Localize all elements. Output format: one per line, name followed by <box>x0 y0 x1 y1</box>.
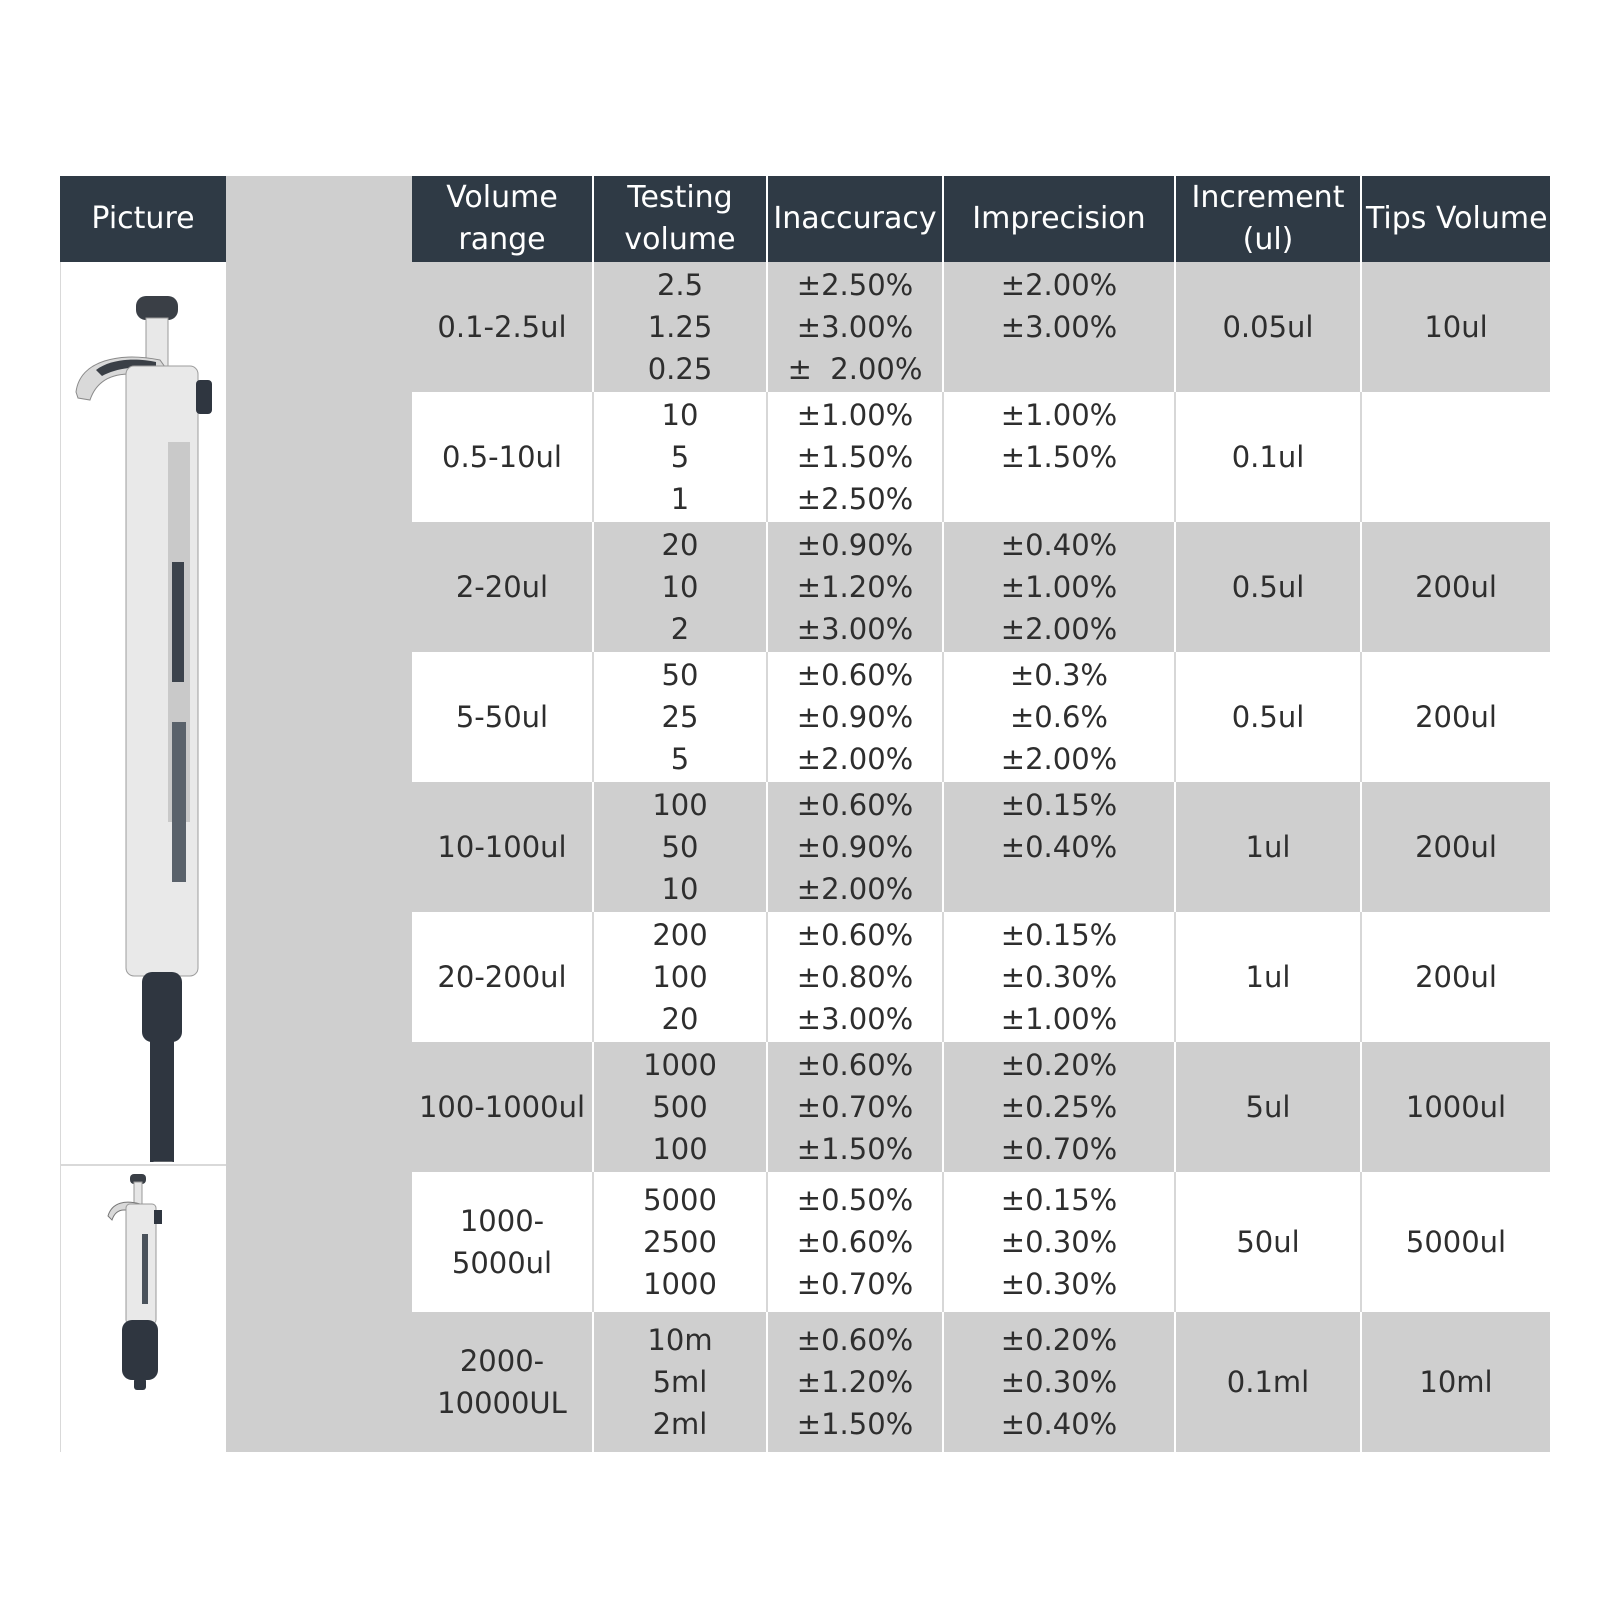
testing-cell <box>594 392 766 522</box>
imprecision-cell <box>944 262 1174 392</box>
table-row <box>412 522 1550 652</box>
inaccuracy-value: ±1.50% <box>796 1407 914 1441</box>
imprecision-value: ±0.25% <box>1000 1090 1118 1124</box>
tips-cell: 1000ul <box>1405 1090 1507 1124</box>
lower-shaft <box>142 972 182 1042</box>
spacer-column <box>226 176 412 1452</box>
volume-range-header: Volume range <box>412 176 592 262</box>
inaccuracy-value: ±1.20% <box>796 570 914 604</box>
imprecision-value: ±0.15% <box>1000 788 1118 822</box>
imprecision-value: ±3.00% <box>1000 310 1118 344</box>
inaccuracy-cell <box>768 652 942 782</box>
inaccuracy-value: ±1.50% <box>796 440 914 474</box>
testing-value: 50 <box>661 658 699 692</box>
inaccuracy-value: ±0.70% <box>796 1090 914 1124</box>
table-row <box>412 1172 1550 1312</box>
imprecision-value: ±0.3% <box>1010 658 1108 692</box>
testing-cell <box>594 782 766 912</box>
inaccuracy-cell <box>768 1172 942 1312</box>
testing-value: 10 <box>661 570 699 604</box>
imprecision-value: ±1.00% <box>1000 398 1118 432</box>
imprecision-value: ±0.20% <box>1000 1323 1118 1357</box>
imprecision-cell <box>944 392 1174 522</box>
inaccuracy-value: ±0.60% <box>796 1048 914 1082</box>
inaccuracy-value: ±3.00% <box>796 1002 914 1036</box>
inaccuracy-value: ±0.90% <box>796 830 914 864</box>
imprecision-value: ±0.40% <box>1000 528 1118 562</box>
picture-divider <box>60 1164 226 1166</box>
inaccuracy-value: ± 2.00% <box>787 352 923 386</box>
imprecision-cell <box>944 1172 1174 1312</box>
imprecision-value: ±0.70% <box>1000 1132 1118 1166</box>
increment-cell: 50ul <box>1236 1225 1300 1259</box>
inaccuracy-value: ±0.60% <box>796 788 914 822</box>
testing-value: 200 <box>652 918 708 952</box>
range-cell: 2000- 10000UL <box>437 1344 567 1420</box>
increment-cell: 0.5ul <box>1231 700 1305 734</box>
imprecision-value: ±0.20% <box>1000 1048 1118 1082</box>
tips-cell: 10ul <box>1424 310 1488 344</box>
imprecision-value: ±0.30% <box>1000 1225 1118 1259</box>
testing-value: 0.25 <box>647 352 713 386</box>
testing-value: 25 <box>661 700 699 734</box>
testing-value: 20 <box>661 1002 699 1036</box>
testing-value: 2ml <box>652 1407 708 1441</box>
testing-value: 10 <box>661 872 699 906</box>
inaccuracy-value: ±2.00% <box>796 872 914 906</box>
table-row <box>412 652 1550 782</box>
tips-cell: 200ul <box>1415 830 1497 864</box>
testing-value: 1000 <box>643 1048 717 1082</box>
testing-value: 1000 <box>643 1267 717 1301</box>
inaccuracy-header: Inaccuracy <box>768 176 942 262</box>
increment-cell: 5ul <box>1245 1090 1291 1124</box>
testing-value: 50 <box>661 830 699 864</box>
testing-value: 5000 <box>643 1183 717 1217</box>
testing-value: 100 <box>652 1132 708 1166</box>
range-cell: 0.5-10ul <box>442 440 562 474</box>
tip-cone <box>150 1040 174 1162</box>
testing-value: 2.5 <box>656 268 704 302</box>
tip-end-small <box>134 1378 146 1390</box>
range-cell: 0.1-2.5ul <box>437 310 567 344</box>
inaccuracy-value: ±0.60% <box>796 658 914 692</box>
increment-cell: 1ul <box>1245 960 1291 994</box>
inaccuracy-value: ±0.90% <box>796 528 914 562</box>
testing-cell <box>594 1172 766 1312</box>
pipette-image-large <box>60 262 226 1162</box>
inaccuracy-cell <box>768 1042 942 1172</box>
tips-cell: 200ul <box>1415 960 1497 994</box>
imprecision-value: ±1.00% <box>1000 1002 1118 1036</box>
lower-shaft-small <box>122 1320 158 1380</box>
increment-header: Increment (ul) <box>1176 176 1360 262</box>
imprecision-value: ±1.50% <box>1000 440 1118 474</box>
inaccuracy-value: ±3.00% <box>796 612 914 646</box>
inaccuracy-value: ±0.50% <box>796 1183 914 1217</box>
inaccuracy-value: ±0.60% <box>796 1225 914 1259</box>
inaccuracy-value: ±0.60% <box>796 1323 914 1357</box>
testing-value: 20 <box>661 528 699 562</box>
imprecision-cell <box>944 522 1174 652</box>
increment-cell: 0.1ml <box>1226 1365 1310 1399</box>
table-row <box>412 782 1550 912</box>
testing-value: 5 <box>670 742 690 776</box>
body-label-small <box>142 1234 148 1304</box>
inaccuracy-value: ±0.60% <box>796 918 914 952</box>
imprecision-value: ±0.30% <box>1000 960 1118 994</box>
increment-cell: 0.1ul <box>1231 440 1305 474</box>
inaccuracy-value: ±1.00% <box>796 398 914 432</box>
pipette-image-small <box>60 1170 226 1400</box>
table-row <box>412 1312 1550 1452</box>
table-row <box>412 262 1550 392</box>
inaccuracy-value: ±1.20% <box>796 1365 914 1399</box>
testing-cell <box>594 652 766 782</box>
inaccuracy-value: ±0.70% <box>796 1267 914 1301</box>
inaccuracy-cell <box>768 1312 942 1452</box>
inaccuracy-cell <box>768 392 942 522</box>
inaccuracy-cell <box>768 262 942 392</box>
imprecision-value: ±0.15% <box>1000 1183 1118 1217</box>
tips-cell: 200ul <box>1415 570 1497 604</box>
testing-cell <box>594 1042 766 1172</box>
tips-cell: 200ul <box>1415 700 1497 734</box>
range-cell: 2-20ul <box>455 570 549 604</box>
increment-cell: 0.5ul <box>1231 570 1305 604</box>
imprecision-value: ±0.30% <box>1000 1365 1118 1399</box>
inaccuracy-value: ±0.90% <box>796 700 914 734</box>
inaccuracy-cell <box>768 782 942 912</box>
imprecision-value: ±2.00% <box>1000 742 1118 776</box>
imprecision-value: ±0.40% <box>1000 1407 1118 1441</box>
testing-value: 1.25 <box>647 310 713 344</box>
tips-cell: 5000ul <box>1405 1225 1507 1259</box>
increment-cell: 1ul <box>1245 830 1291 864</box>
increment-cell: 0.05ul <box>1222 310 1314 344</box>
testing-value: 1 <box>670 482 690 516</box>
inaccuracy-value: ±0.80% <box>796 960 914 994</box>
picture-header: Picture <box>60 176 226 262</box>
imprecision-value: ±2.00% <box>1000 268 1118 302</box>
testing-cell <box>594 262 766 392</box>
table-row <box>412 392 1550 522</box>
testing-value: 5 <box>670 440 690 474</box>
testing-cell <box>594 1312 766 1452</box>
testing-value: 10m <box>647 1323 713 1357</box>
range-cell: 1000-5000ul <box>451 1204 553 1280</box>
testing-value: 100 <box>652 788 708 822</box>
imprecision-value: ±0.30% <box>1000 1267 1118 1301</box>
spec-table <box>412 176 1550 1452</box>
imprecision-cell <box>944 782 1174 912</box>
inaccuracy-cell <box>768 522 942 652</box>
imprecision-cell <box>944 1042 1174 1172</box>
body-label <box>172 722 186 882</box>
imprecision-cell <box>944 1312 1174 1452</box>
table-row <box>412 1042 1550 1172</box>
inaccuracy-value: ±2.50% <box>796 482 914 516</box>
imprecision-value: ±0.40% <box>1000 830 1118 864</box>
inaccuracy-value: ±1.50% <box>796 1132 914 1166</box>
tips-cell: 10ml <box>1419 1365 1493 1399</box>
range-cell: 10-100ul <box>437 830 567 864</box>
imprecision-cell <box>944 912 1174 1042</box>
inaccuracy-value: ±2.50% <box>796 268 914 302</box>
display-band <box>172 562 184 682</box>
tips-volume-header: Tips Volume <box>1362 176 1550 262</box>
imprecision-cell <box>944 652 1174 782</box>
testing-cell <box>594 522 766 652</box>
imprecision-value: ±2.00% <box>1000 612 1118 646</box>
tips-cell <box>1362 392 1550 522</box>
testing-value: 100 <box>652 960 708 994</box>
pipette-body-small <box>126 1204 156 1324</box>
imprecision-header: Imprecision <box>944 176 1174 262</box>
testing-value: 500 <box>652 1090 708 1124</box>
plunger-shaft-small <box>134 1182 142 1204</box>
range-cell: 100-1000ul <box>418 1090 586 1124</box>
imprecision-value: ±0.15% <box>1000 918 1118 952</box>
imprecision-value: ±1.00% <box>1000 570 1118 604</box>
testing-cell <box>594 912 766 1042</box>
testing-value: 5ml <box>652 1365 708 1399</box>
inaccuracy-cell <box>768 912 942 1042</box>
inaccuracy-value: ±2.00% <box>796 742 914 776</box>
testing-value: 2500 <box>643 1225 717 1259</box>
testing-value: 10 <box>661 398 699 432</box>
eject-button-small <box>154 1210 162 1224</box>
range-cell: 20-200ul <box>437 960 567 994</box>
imprecision-value: ±0.6% <box>1010 700 1108 734</box>
testing-value: 2 <box>670 612 690 646</box>
range-cell: 5-50ul <box>455 700 549 734</box>
eject-button <box>196 380 212 414</box>
plunger-knob <box>136 296 178 320</box>
testing-volume-header: Testing volume <box>594 176 766 262</box>
table-row <box>412 912 1550 1042</box>
inaccuracy-value: ±3.00% <box>796 310 914 344</box>
